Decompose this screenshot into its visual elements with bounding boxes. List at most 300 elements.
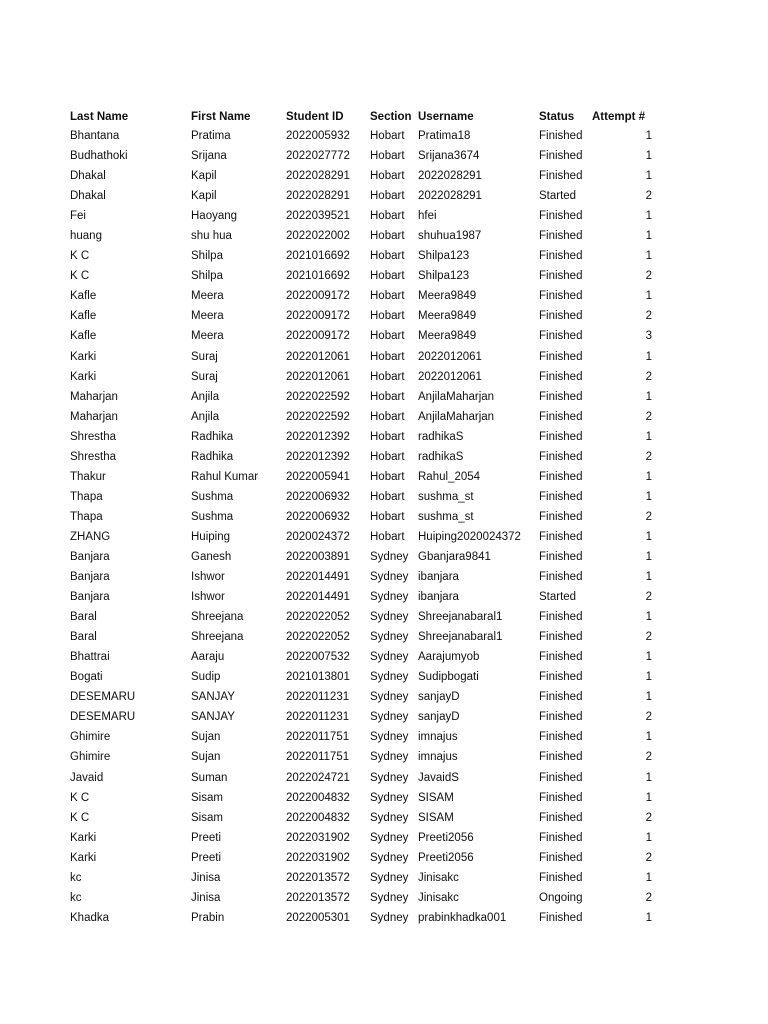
cell-status: Finished xyxy=(539,911,583,924)
table-row xyxy=(68,627,668,647)
cell-student-id: 2022005301 xyxy=(286,911,350,924)
cell-status: Finished xyxy=(539,390,583,403)
cell-student-id: 2022031902 xyxy=(286,851,350,864)
cell-status: Ongoing xyxy=(539,891,583,904)
cell-section: Hobart xyxy=(370,430,405,443)
table-row xyxy=(68,727,668,747)
cell-attempt: 1 xyxy=(645,350,652,363)
cell-first-name: Ganesh xyxy=(191,550,232,563)
cell-attempt: 1 xyxy=(645,130,652,142)
cell-last-name: Dhakal xyxy=(70,190,106,203)
cell-last-name: Shrestha xyxy=(70,430,117,443)
cell-attempt: 1 xyxy=(645,430,652,443)
cell-section: Hobart xyxy=(370,490,405,503)
cell-last-name: Karki xyxy=(70,831,97,844)
cell-status: Finished xyxy=(539,510,583,523)
cell-first-name: SANJAY xyxy=(191,691,235,704)
cell-username: radhikaS xyxy=(418,450,464,463)
cell-status: Finished xyxy=(539,691,583,704)
cell-first-name: Shreejana xyxy=(191,631,244,644)
table-row xyxy=(68,567,668,587)
cell-first-name: Anjila xyxy=(191,390,220,403)
cell-username: Meera9849 xyxy=(418,330,477,343)
table-row xyxy=(68,547,668,567)
cell-attempt: 2 xyxy=(645,811,652,824)
cell-section: Sydney xyxy=(370,771,409,784)
cell-student-id: 2022013572 xyxy=(286,871,350,884)
table-row xyxy=(68,647,668,667)
cell-status: Finished xyxy=(539,530,583,543)
column-header-section: Section xyxy=(370,111,412,123)
table-row xyxy=(68,347,668,367)
cell-student-id: 2022005932 xyxy=(286,130,350,142)
cell-first-name: Aaraju xyxy=(191,651,225,664)
cell-section: Sydney xyxy=(370,851,409,864)
cell-student-id: 2022007532 xyxy=(286,651,350,664)
cell-student-id: 2022004832 xyxy=(286,811,350,824)
cell-last-name: kc xyxy=(70,871,82,884)
cell-status: Started xyxy=(539,591,577,604)
cell-attempt: 1 xyxy=(645,490,652,503)
cell-student-id: 2022012061 xyxy=(286,350,350,363)
cell-last-name: Thapa xyxy=(70,510,103,523)
column-header-last-name: Last Name xyxy=(70,111,129,123)
cell-status: Finished xyxy=(539,550,583,563)
cell-first-name: Pratima xyxy=(191,130,231,142)
table-row xyxy=(68,788,668,808)
table-row xyxy=(68,908,668,928)
student-attempts-table xyxy=(68,108,668,928)
cell-student-id: 2022022052 xyxy=(286,631,350,644)
cell-student-id: 2022006932 xyxy=(286,510,350,523)
cell-status: Finished xyxy=(539,470,583,483)
cell-student-id: 2022012392 xyxy=(286,450,350,463)
cell-last-name: Maharjan xyxy=(70,410,118,423)
cell-attempt: 1 xyxy=(645,671,652,684)
cell-section: Sydney xyxy=(370,831,409,844)
cell-status: Finished xyxy=(539,290,583,303)
cell-attempt: 2 xyxy=(645,410,652,423)
cell-username: Srijana3674 xyxy=(418,150,480,163)
cell-username: Shreejanabaral1 xyxy=(418,631,503,644)
cell-section: Hobart xyxy=(370,290,405,303)
cell-last-name: K C xyxy=(70,791,90,804)
cell-first-name: Sisam xyxy=(191,811,223,824)
cell-attempt: 2 xyxy=(645,631,652,644)
cell-username: Preeti2056 xyxy=(418,851,474,864)
cell-status: Finished xyxy=(539,831,583,844)
cell-last-name: Budhathoki xyxy=(70,150,128,163)
cell-first-name: Meera xyxy=(191,310,224,323)
cell-student-id: 2022011751 xyxy=(286,751,350,764)
cell-student-id: 2022011751 xyxy=(286,731,350,744)
cell-student-id: 2022022052 xyxy=(286,611,350,624)
cell-status: Finished xyxy=(539,130,583,142)
cell-attempt: 1 xyxy=(645,390,652,403)
cell-first-name: Sudip xyxy=(191,671,221,684)
cell-first-name: Suman xyxy=(191,771,228,784)
cell-status: Finished xyxy=(539,350,583,363)
cell-student-id: 2022027772 xyxy=(286,150,350,163)
cell-first-name: Shilpa xyxy=(191,270,223,283)
cell-username: 2022012061 xyxy=(418,350,482,363)
cell-username: Rahul_2054 xyxy=(418,470,481,483)
cell-last-name: DESEMARU xyxy=(70,711,136,724)
cell-username: Pratima18 xyxy=(418,130,471,142)
cell-first-name: Suraj xyxy=(191,370,218,383)
table-row xyxy=(68,306,668,326)
cell-status: Finished xyxy=(539,571,583,584)
cell-attempt: 1 xyxy=(645,771,652,784)
cell-username: 2022028291 xyxy=(418,170,482,183)
cell-username: imnajus xyxy=(418,731,458,744)
cell-first-name: shu hua xyxy=(191,230,232,243)
cell-attempt: 2 xyxy=(645,190,652,203)
cell-first-name: Preeti xyxy=(191,851,222,864)
table-row xyxy=(68,607,668,627)
table-row xyxy=(68,146,668,166)
cell-last-name: Kafle xyxy=(70,310,97,323)
cell-attempt: 2 xyxy=(645,751,652,764)
cell-section: Sydney xyxy=(370,671,409,684)
cell-first-name: Meera xyxy=(191,290,224,303)
table-row xyxy=(68,828,668,848)
cell-attempt: 1 xyxy=(645,210,652,223)
cell-last-name: DESEMARU xyxy=(70,691,136,704)
cell-section: Sydney xyxy=(370,751,409,764)
cell-section: Sydney xyxy=(370,631,409,644)
cell-username: Aarajumyob xyxy=(418,651,480,664)
cell-status: Finished xyxy=(539,430,583,443)
cell-section: Hobart xyxy=(370,210,405,223)
cell-section: Hobart xyxy=(370,510,405,523)
cell-status: Finished xyxy=(539,330,583,343)
cell-first-name: Sushma xyxy=(191,490,234,503)
cell-section: Sydney xyxy=(370,591,409,604)
cell-last-name: kc xyxy=(70,891,82,904)
cell-student-id: 2022013572 xyxy=(286,891,350,904)
cell-username: Shilpa123 xyxy=(418,250,470,263)
cell-status: Finished xyxy=(539,871,583,884)
cell-section: Hobart xyxy=(370,270,405,283)
cell-attempt: 1 xyxy=(645,250,652,263)
cell-section: Hobart xyxy=(370,410,405,423)
cell-first-name: Ishwor xyxy=(191,571,225,584)
cell-username: Shilpa123 xyxy=(418,270,470,283)
table-row xyxy=(68,126,668,146)
cell-last-name: Bogati xyxy=(70,671,103,684)
cell-section: Hobart xyxy=(370,370,405,383)
table-row xyxy=(68,888,668,908)
table-row xyxy=(68,848,668,868)
cell-username: SISAM xyxy=(418,811,454,824)
cell-attempt: 1 xyxy=(645,170,652,183)
cell-section: Hobart xyxy=(370,310,405,323)
cell-attempt: 2 xyxy=(645,510,652,523)
cell-student-id: 2021016692 xyxy=(286,270,350,283)
cell-username: sanjayD xyxy=(418,691,460,704)
table-row xyxy=(68,868,668,888)
cell-first-name: Meera xyxy=(191,330,224,343)
cell-status: Started xyxy=(539,190,577,203)
table-row xyxy=(68,206,668,226)
cell-first-name: Preeti xyxy=(191,831,222,844)
cell-last-name: Kafle xyxy=(70,290,97,303)
cell-first-name: Huiping xyxy=(191,530,230,543)
cell-student-id: 2022039521 xyxy=(286,210,350,223)
cell-username: imnajus xyxy=(418,751,458,764)
cell-username: JavaidS xyxy=(418,771,459,784)
cell-last-name: Banjara xyxy=(70,591,110,604)
cell-status: Finished xyxy=(539,410,583,423)
cell-student-id: 2022022002 xyxy=(286,230,350,243)
cell-username: sushma_st xyxy=(418,490,474,503)
cell-first-name: Prabin xyxy=(191,911,225,924)
table-header-row xyxy=(68,108,668,126)
cell-attempt: 1 xyxy=(645,530,652,543)
cell-attempt: 2 xyxy=(645,591,652,604)
cell-section: Hobart xyxy=(370,250,405,263)
cell-student-id: 2022022592 xyxy=(286,390,350,403)
cell-attempt: 1 xyxy=(645,470,652,483)
cell-last-name: Khadka xyxy=(70,911,110,924)
cell-first-name: Shreejana xyxy=(191,611,244,624)
cell-section: Sydney xyxy=(370,731,409,744)
cell-attempt: 2 xyxy=(645,711,652,724)
cell-attempt: 2 xyxy=(645,851,652,864)
table-row xyxy=(68,447,668,467)
cell-last-name: ZHANG xyxy=(70,530,111,543)
cell-username: Shreejanabaral1 xyxy=(418,611,503,624)
cell-last-name: Ghimire xyxy=(70,751,111,764)
cell-last-name: Karki xyxy=(70,350,97,363)
cell-first-name: Sujan xyxy=(191,751,221,764)
cell-first-name: Sujan xyxy=(191,731,221,744)
cell-student-id: 2022009172 xyxy=(286,310,350,323)
cell-first-name: Sushma xyxy=(191,510,234,523)
cell-student-id: 2022024721 xyxy=(286,771,350,784)
cell-status: Finished xyxy=(539,851,583,864)
cell-last-name: Banjara xyxy=(70,571,110,584)
table-row xyxy=(68,687,668,707)
cell-section: Sydney xyxy=(370,651,409,664)
cell-last-name: Bhattrai xyxy=(70,651,110,664)
cell-section: Hobart xyxy=(370,470,405,483)
table-row xyxy=(68,246,668,266)
cell-username: shuhua1987 xyxy=(418,230,482,243)
cell-attempt: 1 xyxy=(645,731,652,744)
cell-attempt: 1 xyxy=(645,651,652,664)
cell-section: Hobart xyxy=(370,190,405,203)
cell-section: Sydney xyxy=(370,611,409,624)
cell-student-id: 2022028291 xyxy=(286,170,350,183)
cell-last-name: Thapa xyxy=(70,490,103,503)
cell-section: Hobart xyxy=(370,170,405,183)
cell-last-name: K C xyxy=(70,270,90,283)
cell-last-name: Shrestha xyxy=(70,450,117,463)
cell-first-name: Sisam xyxy=(191,791,223,804)
cell-status: Finished xyxy=(539,791,583,804)
cell-status: Finished xyxy=(539,150,583,163)
column-header-attempt: Attempt # xyxy=(592,111,646,123)
table-row xyxy=(68,367,668,387)
cell-last-name: Banjara xyxy=(70,550,110,563)
cell-section: Sydney xyxy=(370,691,409,704)
cell-status: Finished xyxy=(539,651,583,664)
cell-student-id: 2022012392 xyxy=(286,430,350,443)
cell-section: Sydney xyxy=(370,791,409,804)
cell-first-name: Haoyang xyxy=(191,210,238,223)
cell-status: Finished xyxy=(539,370,583,383)
cell-first-name: Kapil xyxy=(191,170,217,183)
table-row xyxy=(68,166,668,186)
cell-username: ibanjara xyxy=(418,591,459,604)
cell-section: Hobart xyxy=(370,530,405,543)
cell-username: AnjilaMaharjan xyxy=(418,410,495,423)
cell-status: Finished xyxy=(539,250,583,263)
cell-last-name: Bhantana xyxy=(70,130,120,142)
cell-first-name: Radhika xyxy=(191,450,234,463)
cell-attempt: 1 xyxy=(645,290,652,303)
cell-username: prabinkhadka001 xyxy=(418,911,507,924)
table-row xyxy=(68,467,668,487)
table-row xyxy=(68,407,668,427)
cell-last-name: Ghimire xyxy=(70,731,111,744)
cell-status: Finished xyxy=(539,731,583,744)
cell-last-name: Javaid xyxy=(70,771,104,784)
cell-attempt: 1 xyxy=(645,550,652,563)
cell-attempt: 1 xyxy=(645,611,652,624)
table-row xyxy=(68,507,668,527)
cell-username: AnjilaMaharjan xyxy=(418,390,495,403)
cell-status: Finished xyxy=(539,631,583,644)
table-row xyxy=(68,808,668,828)
cell-student-id: 2022009172 xyxy=(286,330,350,343)
cell-first-name: Rahul Kumar xyxy=(191,470,259,483)
cell-student-id: 2021016692 xyxy=(286,250,350,263)
cell-section: Sydney xyxy=(370,571,409,584)
cell-username: Jinisakc xyxy=(418,871,459,884)
cell-first-name: Ishwor xyxy=(191,591,225,604)
cell-last-name: K C xyxy=(70,811,90,824)
cell-first-name: Radhika xyxy=(191,430,234,443)
cell-section: Hobart xyxy=(370,130,405,142)
column-header-student-id: Student ID xyxy=(286,111,344,123)
cell-username: hfei xyxy=(418,210,437,223)
cell-username: SISAM xyxy=(418,791,454,804)
cell-student-id: 2022006932 xyxy=(286,490,350,503)
table-row xyxy=(68,527,668,547)
cell-username: 2022028291 xyxy=(418,190,482,203)
cell-last-name: Maharjan xyxy=(70,390,118,403)
cell-section: Hobart xyxy=(370,350,405,363)
cell-attempt: 3 xyxy=(645,330,652,343)
cell-student-id: 2022014491 xyxy=(286,591,350,604)
table-row xyxy=(68,587,668,607)
cell-section: Sydney xyxy=(370,811,409,824)
cell-attempt: 2 xyxy=(645,370,652,383)
cell-first-name: SANJAY xyxy=(191,711,235,724)
cell-section: Hobart xyxy=(370,390,405,403)
cell-student-id: 2022012061 xyxy=(286,370,350,383)
cell-section: Sydney xyxy=(370,871,409,884)
cell-last-name: Karki xyxy=(70,851,97,864)
cell-first-name: Srijana xyxy=(191,150,227,163)
cell-student-id: 2022011231 xyxy=(286,691,350,704)
cell-student-id: 2022031902 xyxy=(286,831,350,844)
cell-attempt: 1 xyxy=(645,831,652,844)
cell-student-id: 2022022592 xyxy=(286,410,350,423)
cell-status: Finished xyxy=(539,751,583,764)
cell-attempt: 1 xyxy=(645,571,652,584)
cell-attempt: 2 xyxy=(645,310,652,323)
cell-username: ibanjara xyxy=(418,571,459,584)
cell-student-id: 2021013801 xyxy=(286,671,350,684)
cell-username: Jinisakc xyxy=(418,891,459,904)
cell-student-id: 2020024372 xyxy=(286,530,350,543)
cell-attempt: 1 xyxy=(645,691,652,704)
cell-username: Meera9849 xyxy=(418,310,477,323)
cell-attempt: 1 xyxy=(645,911,652,924)
cell-last-name: huang xyxy=(70,230,102,243)
cell-first-name: Anjila xyxy=(191,410,220,423)
table-row xyxy=(68,286,668,306)
cell-attempt: 1 xyxy=(645,150,652,163)
cell-section: Hobart xyxy=(370,150,405,163)
cell-attempt: 1 xyxy=(645,871,652,884)
cell-section: Hobart xyxy=(370,230,405,243)
cell-last-name: Baral xyxy=(70,631,97,644)
cell-section: Sydney xyxy=(370,891,409,904)
cell-attempt: 2 xyxy=(645,270,652,283)
table-row xyxy=(68,427,668,447)
cell-username: Sudipbogati xyxy=(418,671,479,684)
cell-student-id: 2022014491 xyxy=(286,571,350,584)
table-row xyxy=(68,266,668,286)
cell-first-name: Shilpa xyxy=(191,250,223,263)
table-row xyxy=(68,226,668,246)
cell-attempt: 1 xyxy=(645,791,652,804)
cell-first-name: Jinisa xyxy=(191,871,221,884)
cell-username: sanjayD xyxy=(418,711,460,724)
cell-section: Sydney xyxy=(370,711,409,724)
cell-status: Finished xyxy=(539,170,583,183)
cell-last-name: Baral xyxy=(70,611,97,624)
table-row xyxy=(68,768,668,788)
table-row xyxy=(68,387,668,407)
cell-student-id: 2022011231 xyxy=(286,711,350,724)
column-header-username: Username xyxy=(418,111,474,123)
cell-status: Finished xyxy=(539,310,583,323)
table-row xyxy=(68,326,668,346)
table-row xyxy=(68,186,668,206)
cell-username: 2022012061 xyxy=(418,370,482,383)
cell-student-id: 2022003891 xyxy=(286,550,350,563)
cell-last-name: Kafle xyxy=(70,330,97,343)
cell-status: Finished xyxy=(539,711,583,724)
cell-last-name: Thakur xyxy=(70,470,106,483)
cell-username: Meera9849 xyxy=(418,290,477,303)
cell-status: Finished xyxy=(539,811,583,824)
cell-attempt: 1 xyxy=(645,230,652,243)
cell-status: Finished xyxy=(539,671,583,684)
column-header-status: Status xyxy=(539,111,575,123)
cell-first-name: Suraj xyxy=(191,350,218,363)
table-row xyxy=(68,747,668,767)
cell-username: sushma_st xyxy=(418,510,474,523)
cell-status: Finished xyxy=(539,611,583,624)
cell-status: Finished xyxy=(539,450,583,463)
